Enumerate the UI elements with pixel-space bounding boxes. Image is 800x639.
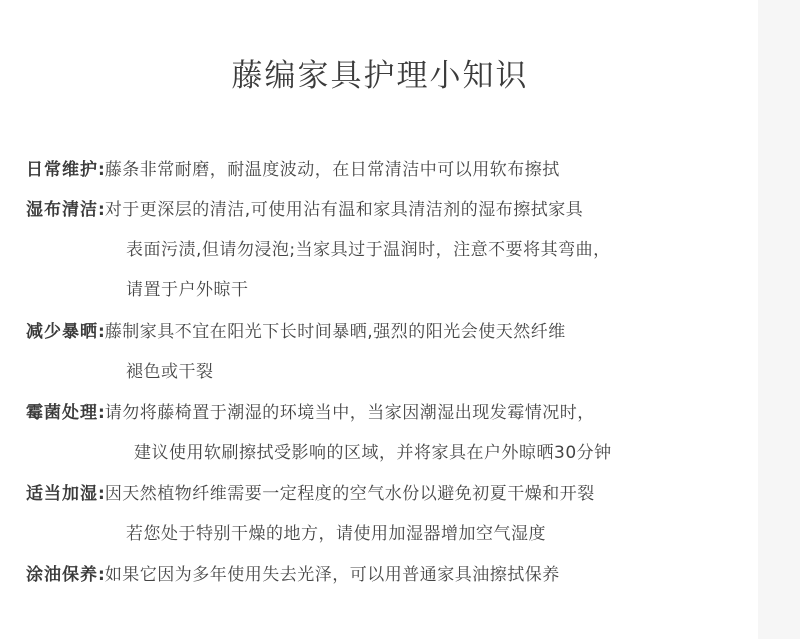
tip-colon: : [98,160,105,180]
tip-text: 如果它因为多年使用失去光泽，可以用普通家具油擦拭保养 [104,565,560,585]
tip-text: 若您处于特别干燥的地方，请使用加湿器增加空气湿度 [126,524,546,544]
tip-text: 请勿将藤椅置于潮湿的环境当中，当家因潮湿出现发霉情况时， [104,403,595,423]
tip-line [26,474,595,514]
tip-colon: : [98,484,105,504]
tip-line [26,190,611,230]
tip-line [26,270,611,310]
tip-text: 褪色或干裂 [126,362,214,382]
tip-colon: : [98,403,105,423]
right-margin-strip [758,0,800,639]
tip-oil-maintenance [26,555,560,595]
tip-text: 因天然植物纤维需要一定程度的空气水份以避免初夏干燥和开裂 [104,484,595,504]
tip-daily-care [26,150,560,190]
tip-reduce-sun [26,312,566,392]
tip-line [26,352,566,392]
tip-text: 藤条非常耐磨，耐温度波动，在日常清洁中可以用软布擦拭 [104,160,560,180]
tip-line [26,433,612,473]
tip-line [26,150,560,190]
tip-line [26,393,612,433]
tip-label: 湿布清洁 [26,200,98,220]
tip-colon: : [98,565,105,585]
tip-colon: : [98,322,105,342]
tip-label: 减少暴晒 [26,322,98,342]
page-title: 藤编家具护理小知识 [231,58,529,94]
tip-text: 建议使用软刷擦拭受影响的区域，并将家具在户外晾晒30分钟 [134,443,612,463]
tip-line [26,514,595,554]
tip-label: 涂油保养 [26,565,98,585]
tip-text: 表面污渍,但请勿浸泡;当家具过于温润时，注意不要将其弯曲， [126,240,611,260]
tip-wet-cleaning [26,190,611,310]
tip-text: 请置于户外晾干 [126,280,249,300]
tip-label: 适当加湿 [26,484,98,504]
tip-label: 霉菌处理 [26,403,98,423]
tip-line [26,312,566,352]
tip-line [26,230,611,270]
tip-text: 对于更深层的清洁,可使用沾有温和家具清洁剂的湿布擦拭家具 [104,200,584,220]
tip-humidify [26,474,595,554]
tip-label: 日常维护 [26,160,98,180]
tip-mold-treatment [26,393,612,473]
tip-line [26,555,560,595]
tip-colon: : [98,200,105,220]
tip-text: 藤制家具不宜在阳光下长时间暴晒,强烈的阳光会使天然纤维 [104,322,566,342]
